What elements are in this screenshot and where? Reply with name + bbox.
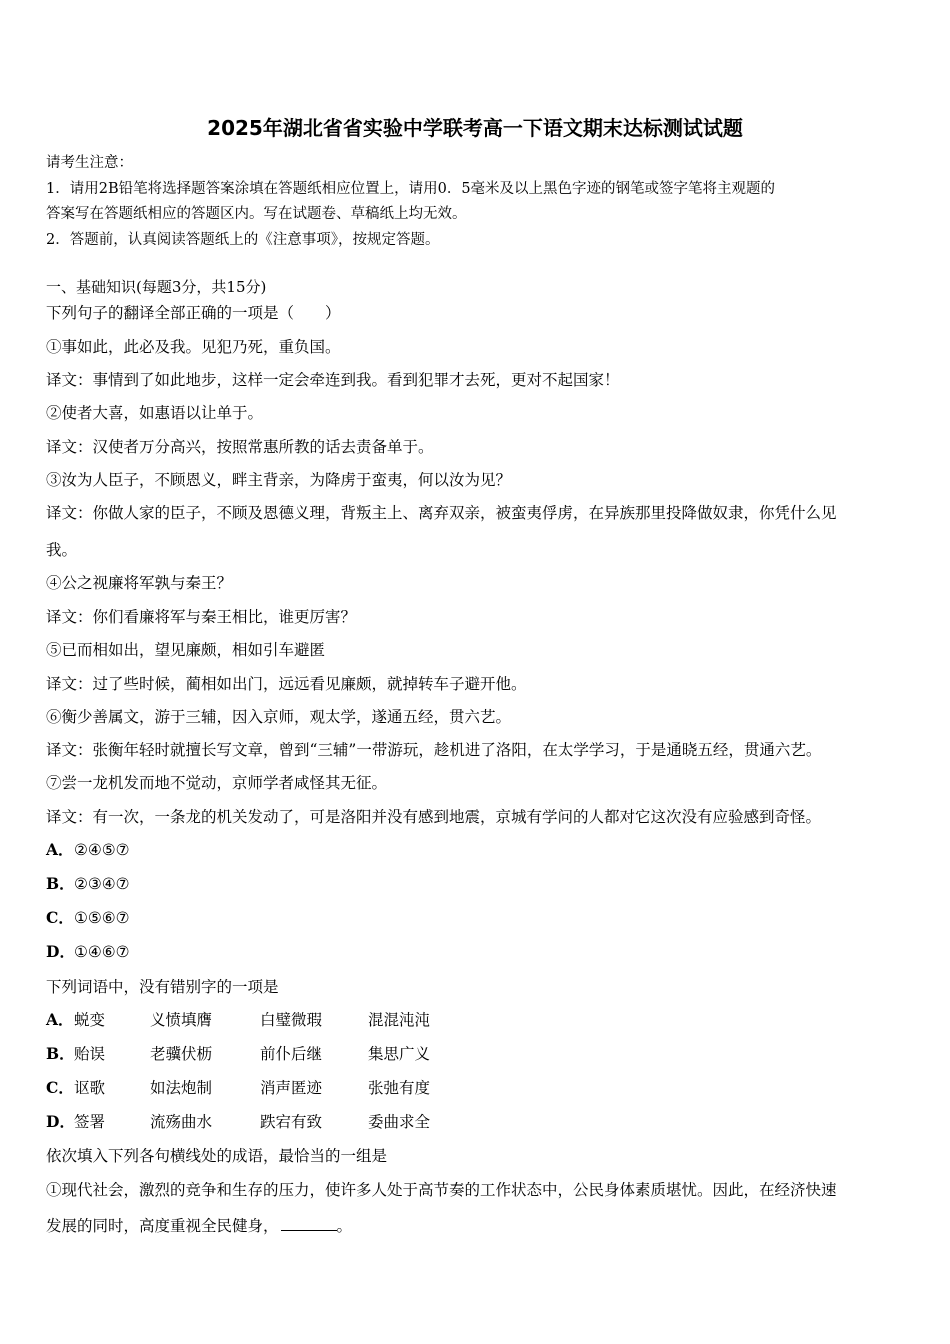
option-label: C．	[46, 1078, 74, 1097]
q3-sentence-1-line-1: ①现代社会，激烈的竞争和生存的压力，使许多人处于高节奏的工作状态中，公民身体素质堪忧。因此，在经济快速	[46, 1181, 837, 1199]
q1-translation-4: 译文：你们看廉将军与秦王相比，谁更厉害？	[46, 608, 357, 626]
option-word-1: 蜕变	[74, 1011, 106, 1029]
q1-sentence-4: ④公之视廉将军孰与秦王？	[46, 574, 233, 592]
q1-translation-6: 译文：张衡年轻时就擅长写文章，曾到“三辅”一带游玩，趁机进了洛阳，在太学学习，于是通晓五经，贯通六艺。	[46, 741, 822, 759]
q1-option-c[interactable]	[46, 906, 130, 928]
q1-translation-5: 译文：过了些时候，蔺相如出门，远远看见廉颇，就掉转车子避开他。	[46, 675, 527, 693]
notice-heading: 请考生注意：	[46, 155, 133, 171]
option-word-4: 混混沌沌	[368, 1011, 431, 1029]
q3-sentence-end: 。	[336, 1217, 353, 1235]
notice-item-1-line-1: 1．请用2B铅笔将选择题答案涂填在答题纸相应位置上，请用0．5毫米及以上黑色字迹的钢笔或签字笔将主观题的	[46, 180, 776, 197]
q1-translation-3-line-2: 我。	[46, 541, 78, 559]
q1-translation-1: 译文：事情到了如此地步，这样一定会牵连到我。看到犯罪才去死，更对不起国家！	[46, 371, 620, 389]
q3-stem: 依次填入下列各句横线处的成语，最恰当的一组是	[46, 1147, 388, 1165]
answer-blank[interactable]	[281, 1218, 337, 1231]
option-label: D．	[46, 1112, 75, 1131]
notice-item-2: 2．答题前，认真阅读答题纸上的《注意事项》，按规定答题。	[46, 231, 440, 248]
option-label: A．	[46, 1010, 74, 1029]
q2-option-c[interactable]	[46, 1076, 430, 1098]
option-word-3: 白璧微瑕	[260, 1011, 323, 1029]
option-word-2: 如法炮制	[150, 1079, 213, 1097]
q1-sentence-3: ③汝为人臣子，不顾恩义，畔主背亲，为降虏于蛮夷，何以汝为见？	[46, 471, 512, 489]
option-word-2: 义愤填膺	[150, 1011, 213, 1029]
option-word-1: 讴歌	[74, 1079, 106, 1097]
q1-sentence-7: ⑦尝一龙机发而地不觉动，京师学者咸怪其无征。	[46, 774, 388, 792]
option-word-4: 委曲求全	[368, 1113, 431, 1131]
q1-translation-7: 译文：有一次，一条龙的机关发动了，可是洛阳并没有感到地震，京城有学问的人都对它这次没有应验感到奇怪。	[46, 808, 822, 826]
option-word-3: 前仆后继	[260, 1045, 323, 1063]
option-text: ②④⑤⑦	[74, 841, 130, 859]
option-word-1: 贻误	[74, 1045, 106, 1063]
option-text: ①④⑥⑦	[74, 943, 130, 961]
option-label: B．	[46, 874, 75, 893]
option-word-2: 老骥伏枥	[150, 1045, 213, 1063]
q2-stem: 下列词语中，没有错别字的一项是	[46, 978, 279, 996]
option-label: D．	[46, 942, 75, 961]
option-word-2: 流殇曲水	[150, 1113, 213, 1131]
option-label: A．	[46, 840, 74, 859]
section-heading: 一、基础知识(每题3分，共15分)	[46, 278, 267, 296]
q1-option-d[interactable]	[46, 940, 130, 962]
q1-translation-3-line-1: 译文：你做人家的臣子，不顾及恩德义理，背叛主上、离弃双亲，被蛮夷俘虏，在异族那里投降做奴隶，你凭什么见	[46, 504, 837, 522]
q3-sentence-1-line-2	[46, 1214, 352, 1236]
option-word-4: 张弛有度	[368, 1079, 431, 1097]
option-label: C．	[46, 908, 74, 927]
q1-sentence-2: ②使者大喜，如惠语以让单于。	[46, 404, 264, 422]
q1-sentence-5: ⑤已而相如出，望见廉颇，相如引车避匿	[46, 641, 326, 659]
q1-option-a[interactable]	[46, 838, 130, 860]
q1-option-b[interactable]	[46, 872, 130, 894]
option-label: B．	[46, 1044, 75, 1063]
notice-item-1-line-2: 答案写在答题纸相应的答题区内。写在试题卷、草稿纸上均无效。	[46, 206, 467, 222]
exam-notice	[46, 151, 906, 253]
page-title: 2025年湖北省省实验中学联考高一下语文期末达标测试试题	[207, 116, 743, 140]
option-text: ②③④⑦	[74, 875, 130, 893]
q1-sentence-6: ⑥衡少善属文，游于三辅，因入京师，观太学，遂通五经，贯六艺。	[46, 708, 512, 726]
q3-sentence-text: 发展的同时，高度重视全民健身，	[46, 1217, 279, 1235]
q1-sentence-1: ①事如此，此必及我。见犯乃死，重负国。	[46, 338, 341, 356]
option-text: ①⑤⑥⑦	[74, 909, 130, 927]
option-word-3: 跌宕有致	[260, 1113, 323, 1131]
q1-stem: 下列句子的翻译全部正确的一项是（ ）	[46, 304, 341, 322]
option-word-4: 集思广义	[368, 1045, 431, 1063]
q2-option-d[interactable]	[46, 1110, 430, 1132]
q2-option-b[interactable]	[46, 1042, 430, 1064]
option-word-3: 消声匿迹	[260, 1079, 323, 1097]
q2-option-a[interactable]	[46, 1008, 430, 1030]
option-word-1: 签署	[74, 1113, 106, 1131]
q1-translation-2: 译文：汉使者万分高兴，按照常惠所教的话去责备单于。	[46, 438, 434, 456]
